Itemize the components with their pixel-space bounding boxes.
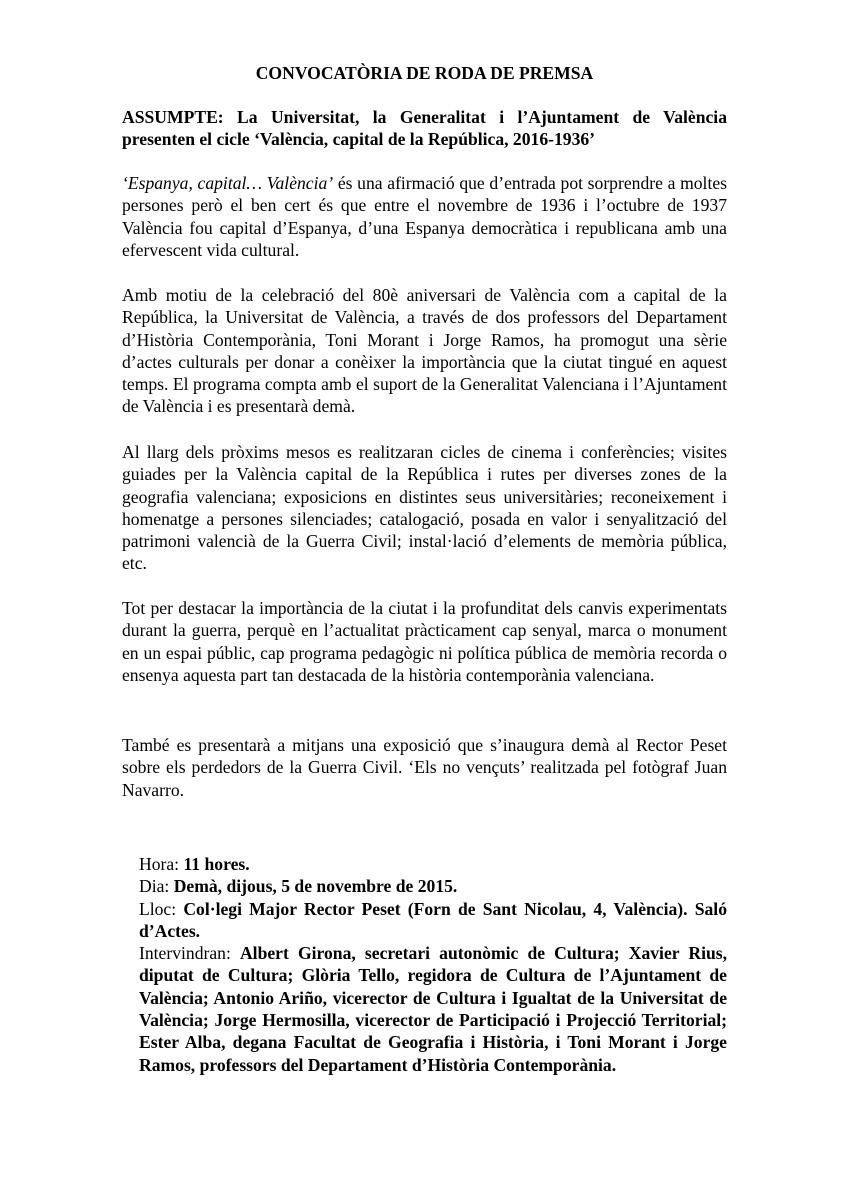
event-details bbox=[139, 853, 727, 1076]
lloc-value: Col·legi Major Rector Peset (Forn de Sant Nicolau, 4, València). Saló d’Actes. bbox=[139, 898, 727, 941]
detail-lloc bbox=[139, 898, 727, 943]
detail-dia bbox=[139, 875, 727, 897]
paragraph-exhibition: També es presentarà a mitjans una exposició que s’inaugura demà al Rector Peset sobre els perdedors de la Guerra Civil. ‘Els no vençuts’ realitzada pel fotògraf Juan Navarro. bbox=[122, 735, 727, 800]
intro-text: és una afirmació que d’entrada pot sorprendre a moltes persones però el ben cert és que entre el novembre de 1936 i l’octubre de 1937 València fou capital d’Espanya, d’una Espanya democràtica i republicana amb una efervescent vida cultural. bbox=[122, 173, 727, 260]
paragraph-importance: Tot per destacar la importància de la ciutat i la profunditat dels canvis experimentats durant la guerra, perquè en l’actualitat pràcticament cap senyal, marca o monument en un espai públic, cap programa pedagògic ni política pública de memòria recorda o ensenya aquesta part tan destacada de la història contemporània valenciana. bbox=[122, 598, 727, 685]
intervindran-label: Intervindran: bbox=[139, 943, 240, 964]
paragraph-anniversary: Amb motiu de la celebració del 80è aniversari de València com a capital de la República, la Universitat de València, a través de dos professors del Departament d’Història Contemporània, Toni Morant i Jorge Ramos, ha promogut una sèrie d’actes culturals per donar a conèixer la importància que la ciutat tingué en aquest temps. El programa compta amb el suport de la Generalitat Valenciana i l’Ajuntament de València i es presentarà demà. bbox=[122, 285, 727, 417]
document-title: CONVOCATÒRIA DE RODA DE PREMSA bbox=[255, 63, 594, 83]
detail-intervindran bbox=[139, 942, 727, 1076]
intervindran-value: Albert Girona, secretari autonòmic de Cultura; Xavier Rius, diputat de Cultura; Glòria Tello, regidora de Cultura de l’Ajuntament de València; Antonio Ariño, vicerector de Cultura i Igualtat de la Universitat de València; Jorge Hermosilla, vicerector de Participació i Projecció Territorial; Ester Alba, degana Facultat de Geografia i Història, i Toni Morant i Jorge Ramos, professors del Departament d’Història Contemporània. bbox=[139, 943, 727, 1075]
lloc-label: Lloc: bbox=[139, 898, 184, 919]
paragraph-activities: Al llarg dels pròxims mesos es realitzaran cicles de cinema i conferències; visites guiades per la València capital de la República i rutes per diverses zones de la geografia valenciana; exposicions en distintes seus universitàries; reconeixement i homenatge a persones silenciades; catalogació, posada en valor i senyalització del patrimoni valencià de la Guerra Civil; instal·lació d’elements de memòria pública, etc. bbox=[122, 442, 727, 574]
dia-label: Dia: bbox=[139, 876, 174, 897]
paragraph-intro bbox=[122, 172, 727, 261]
subject-line: ASSUMPTE: La Universitat, la Generalitat i l’Ajuntament de València presenten el cicle ‘València, capital de la República, 2016-1936’ bbox=[122, 107, 727, 150]
dia-value: Demà, dijous, 5 de novembre de 2015. bbox=[173, 876, 458, 897]
detail-hora bbox=[139, 853, 727, 875]
intro-quote: ‘Espanya, capital… València’ bbox=[122, 173, 334, 193]
hora-value: 11 hores. bbox=[183, 854, 250, 874]
hora-label: Hora: bbox=[139, 854, 184, 874]
